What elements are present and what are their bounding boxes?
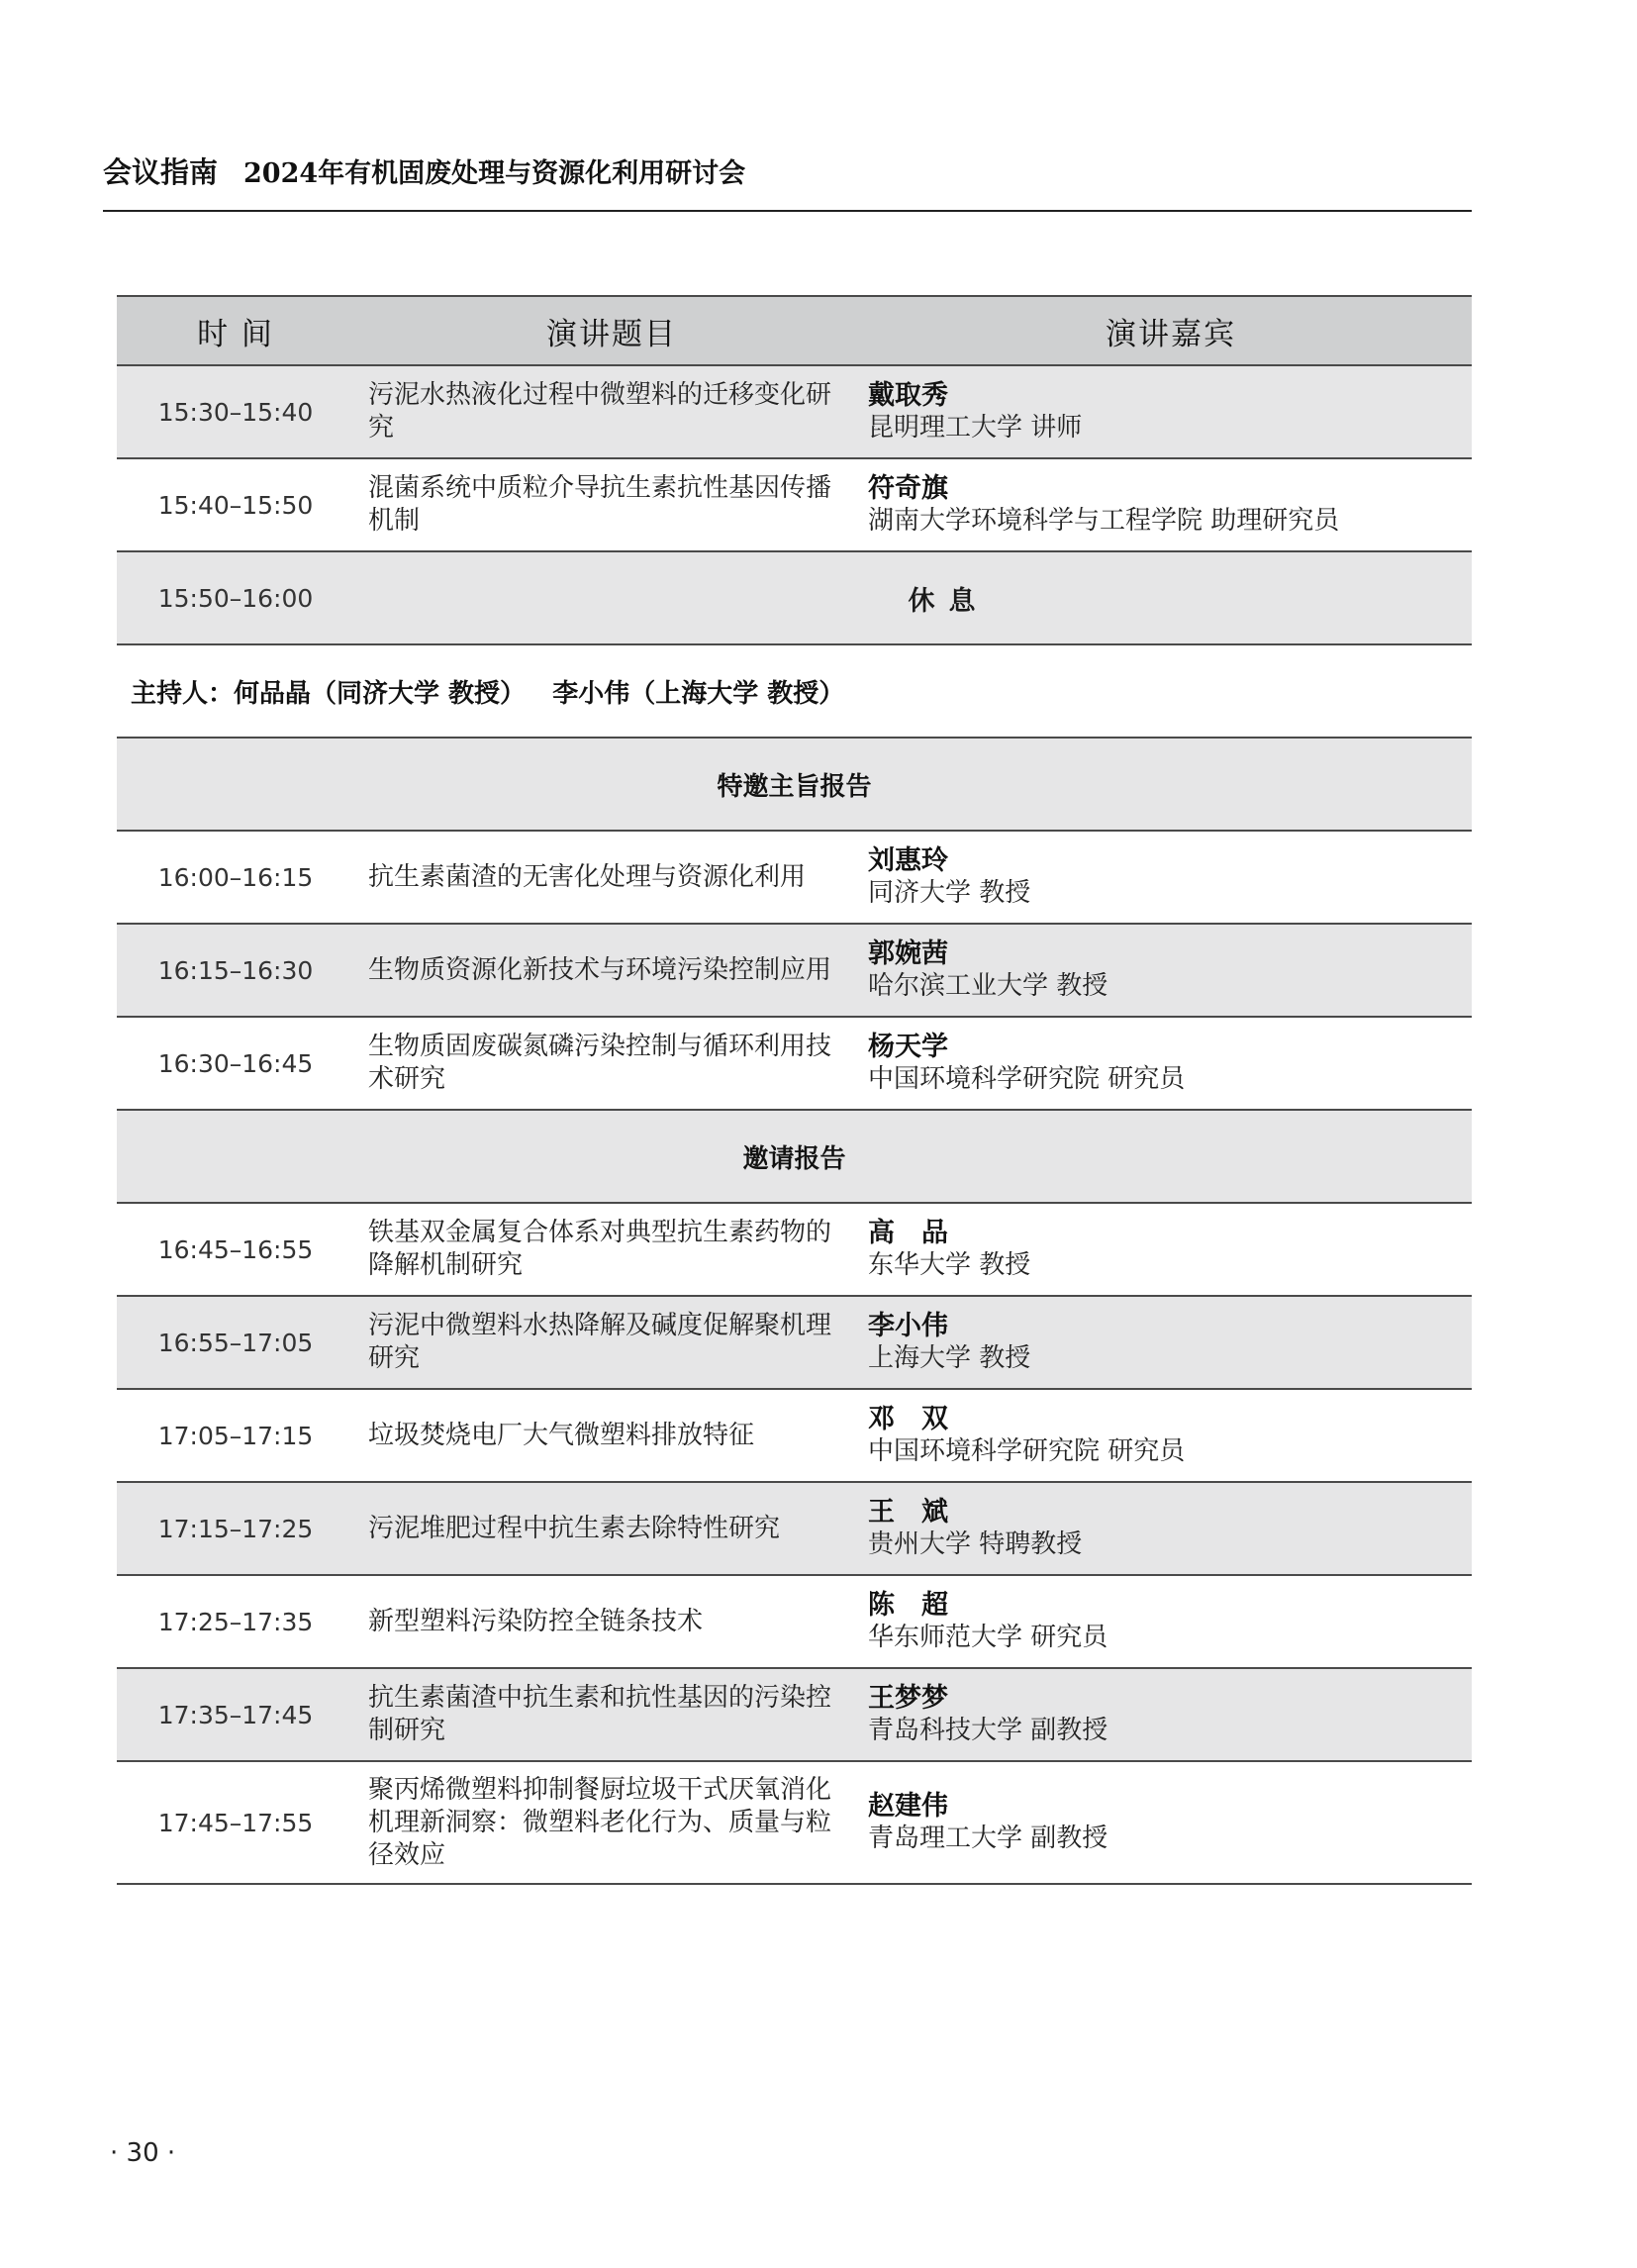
column-header-title: 演讲题目	[546, 316, 677, 352]
talk-time: 15:30–15:40	[157, 397, 314, 427]
speaker-affiliation: 湖南大学环境科学与工程学院 助理研究员	[868, 506, 1340, 536]
talk-time: 16:00–16:15	[157, 862, 314, 892]
talk-time: 17:25–17:35	[157, 1607, 314, 1636]
section-header-invited	[117, 1111, 1472, 1204]
talk-speaker	[868, 1589, 1462, 1654]
page-header	[103, 145, 1472, 212]
speaker-name: 郭婉茜	[868, 938, 948, 969]
talk-title: 生物质固废碳氮磷污染控制与循环利用技术研究	[368, 1032, 832, 1094]
section-label: 邀请报告	[742, 1143, 846, 1174]
talk-title: 新型塑料污染防控全链条技术	[368, 1606, 704, 1636]
talk-title: 聚丙烯微塑料抑制餐厨垃圾干式厌氧消化机理新洞察：微塑料老化行为、质量与粒径效应	[368, 1774, 832, 1870]
talk-time: 17:45–17:55	[157, 1808, 314, 1837]
talk-speaker	[868, 472, 1462, 538]
talk-time: 17:35–17:45	[157, 1700, 314, 1729]
talk-time: 17:15–17:25	[157, 1514, 314, 1543]
break-time: 15:50–16:00	[157, 583, 314, 613]
table-row	[117, 1204, 1472, 1297]
schedule-table	[117, 295, 1472, 1885]
talk-title: 生物质资源化新技术与环境污染控制应用	[368, 954, 832, 985]
talk-title: 抗生素菌渣中抗生素和抗性基因的污染控制研究	[368, 1683, 832, 1745]
table-row	[117, 366, 1472, 459]
speaker-name: 王 斌	[868, 1497, 948, 1528]
talk-speaker	[868, 1217, 1462, 1282]
speaker-name: 邓 双	[868, 1404, 948, 1434]
speaker-name: 刘惠玲	[868, 845, 948, 876]
section-label: 特邀主旨报告	[717, 771, 872, 802]
talk-time: 17:05–17:15	[157, 1421, 314, 1450]
talk-title: 抗生素菌渣的无害化处理与资源化利用	[368, 861, 807, 892]
table-row	[117, 459, 1472, 552]
speaker-affiliation: 昆明理工大学 讲师	[868, 413, 1083, 443]
speaker-affiliation: 中国环境科学研究院 研究员	[868, 1064, 1186, 1094]
speaker-affiliation: 贵州大学 特聘教授	[868, 1529, 1083, 1559]
speaker-name: 杨天学	[868, 1032, 948, 1062]
talk-title: 污泥堆肥过程中抗生素去除特性研究	[368, 1513, 781, 1543]
talk-title: 污泥中微塑料水热降解及碱度促解聚机理研究	[368, 1311, 832, 1373]
table-row	[117, 1018, 1472, 1111]
header-section-title: 会议指南	[103, 155, 219, 189]
talk-speaker	[868, 379, 1462, 444]
speaker-affiliation: 青岛科技大学 副教授	[868, 1716, 1108, 1745]
talk-speaker	[868, 1496, 1462, 1561]
talk-title: 铁基双金属复合体系对典型抗生素药物的降解机制研究	[368, 1218, 832, 1280]
table-header-row	[117, 295, 1472, 366]
talk-time: 16:45–16:55	[157, 1234, 314, 1264]
table-row	[117, 1390, 1472, 1483]
talk-speaker	[868, 844, 1462, 910]
speaker-affiliation: 同济大学 教授	[868, 878, 1031, 908]
speaker-name: 李小伟	[868, 1311, 948, 1341]
speaker-name: 王梦梦	[868, 1683, 948, 1714]
table-row	[117, 1297, 1472, 1390]
speaker-name: 符奇旗	[868, 473, 948, 504]
break-row	[117, 552, 1472, 645]
speaker-name: 陈 超	[868, 1590, 948, 1621]
break-label: 休息	[908, 585, 990, 617]
speaker-name: 赵建伟	[868, 1791, 948, 1822]
column-header-speaker: 演讲嘉宾	[1106, 316, 1236, 352]
talk-speaker	[868, 1031, 1462, 1096]
moderator-line: 主持人：何品晶（同济大学 教授） 李小伟（上海大学 教授）	[117, 645, 1472, 739]
table-row	[117, 1483, 1472, 1576]
speaker-affiliation: 哈尔滨工业大学 教授	[868, 971, 1108, 1001]
speaker-affiliation: 中国环境科学研究院 研究员	[868, 1436, 1186, 1466]
table-row	[117, 1762, 1472, 1885]
talk-speaker	[868, 1403, 1462, 1468]
speaker-affiliation: 青岛理工大学 副教授	[868, 1824, 1108, 1853]
talk-speaker	[868, 937, 1462, 1003]
speaker-name: 戴取秀	[868, 380, 948, 411]
talk-time: 16:15–16:30	[157, 955, 314, 985]
table-row	[117, 1669, 1472, 1762]
table-row	[117, 832, 1472, 925]
table-row	[117, 925, 1472, 1018]
talk-speaker	[868, 1310, 1462, 1375]
talk-speaker	[868, 1682, 1462, 1747]
column-header-time: 时 间	[197, 316, 274, 352]
talk-time: 16:30–16:45	[157, 1048, 314, 1078]
speaker-name: 高 品	[868, 1218, 948, 1248]
talk-speaker	[868, 1790, 1462, 1855]
header-title	[103, 150, 745, 191]
talk-time: 15:40–15:50	[157, 490, 314, 520]
speaker-affiliation: 东华大学 教授	[868, 1250, 1031, 1280]
speaker-affiliation: 华东师范大学 研究员	[868, 1623, 1108, 1652]
talk-title: 污泥水热液化过程中微塑料的迁移变化研究	[368, 380, 832, 443]
section-header-keynote	[117, 739, 1472, 832]
talk-title: 混菌系统中质粒介导抗生素抗性基因传播机制	[368, 473, 832, 536]
table-row	[117, 1576, 1472, 1669]
talk-time: 16:55–17:05	[157, 1328, 314, 1357]
talk-title: 垃圾焚烧电厂大气微塑料排放特征	[368, 1420, 755, 1450]
speaker-affiliation: 上海大学 教授	[868, 1343, 1031, 1373]
page-number: · 30 ·	[110, 2138, 176, 2168]
header-conference-title: 2024年有机固废处理与资源化利用研讨会	[243, 158, 746, 189]
